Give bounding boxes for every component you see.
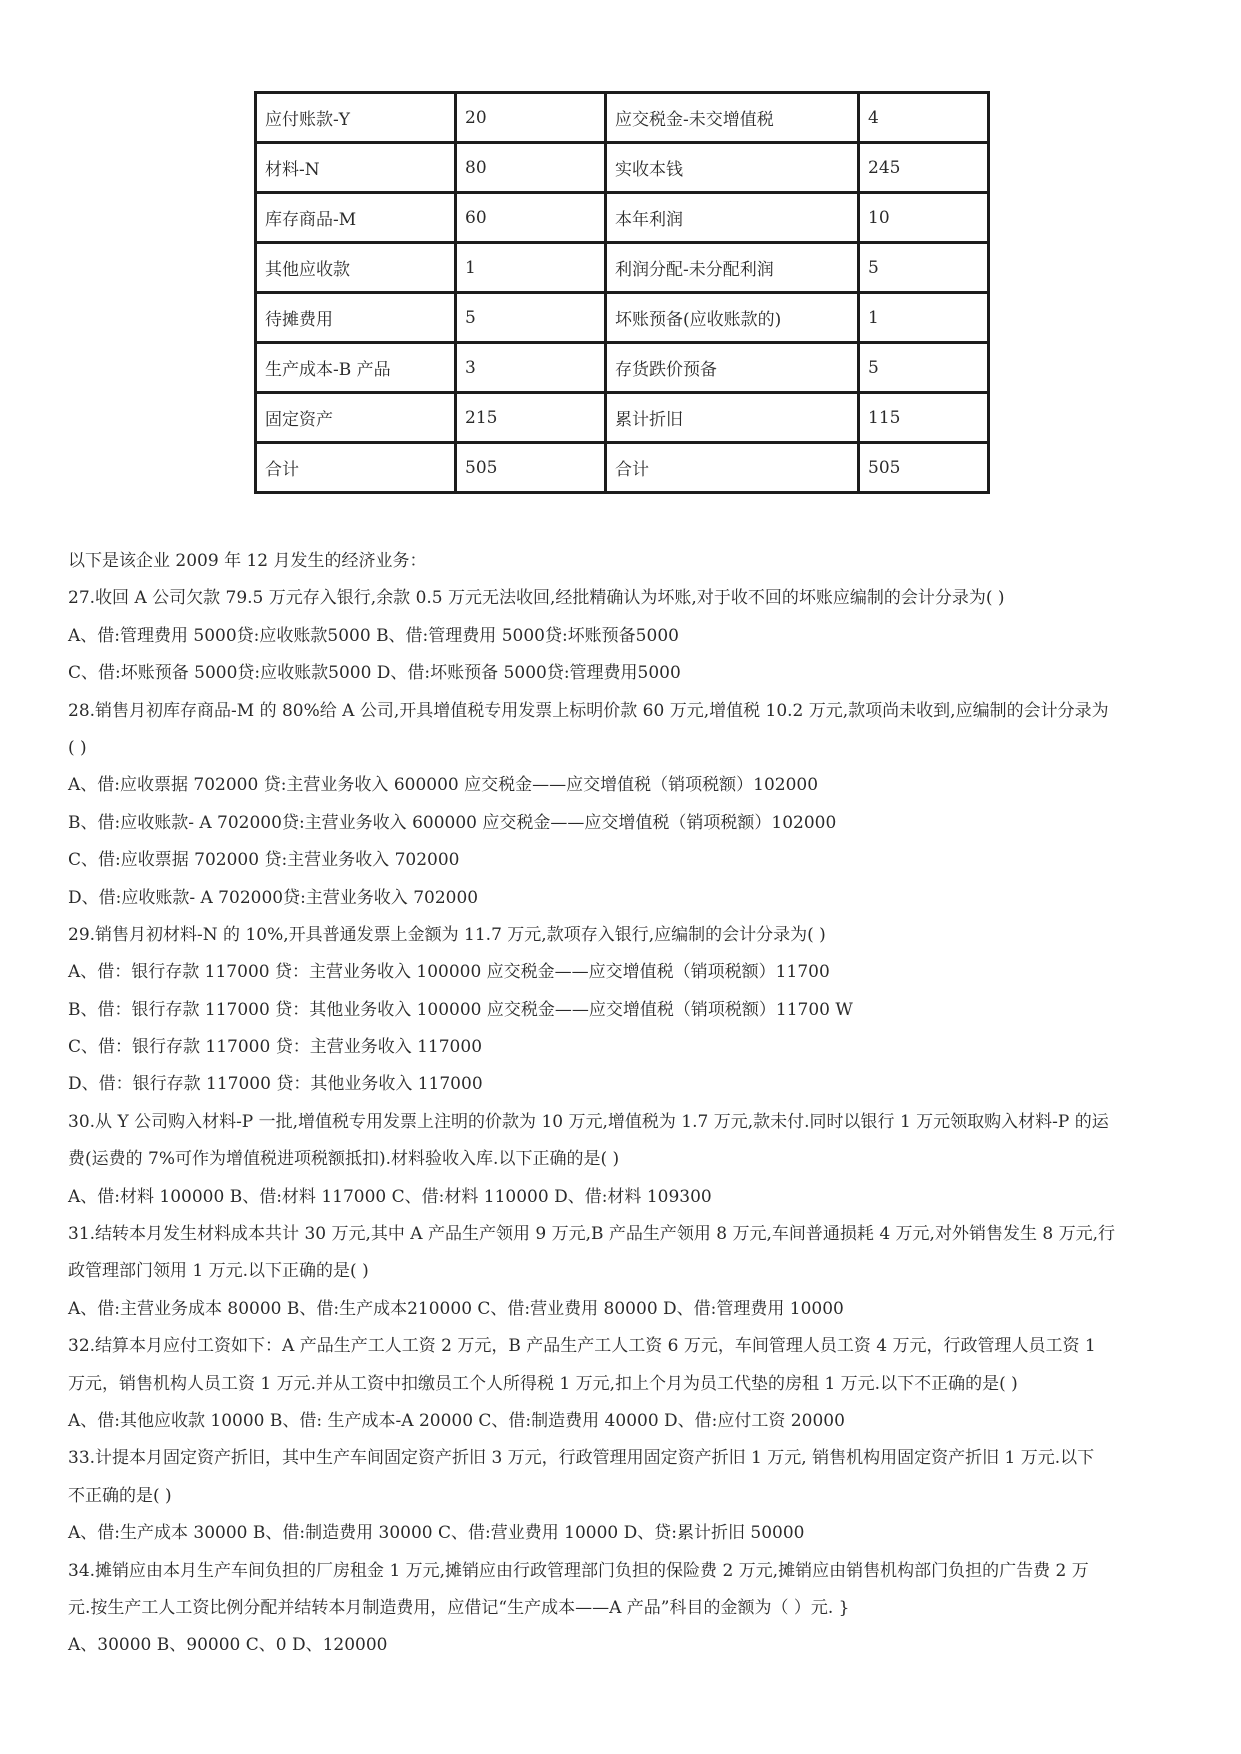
table-row (256, 393, 989, 443)
table-cell: 80 (456, 143, 606, 193)
table-row (256, 93, 989, 143)
text-line: A、30000 B、90000 C、0 D、120000 (68, 1635, 388, 1656)
text-line: 以下是该企业 2009 年 12 月发生的经济业务： (68, 551, 427, 571)
text-line: B、借：银行存款 117000 贷：其他业务收入 100000 应交税金——应交增值税（销项税额）11700 W (68, 999, 853, 1020)
table-cell: 累计折旧 (606, 393, 859, 443)
table-cell: 应付账款-Y (256, 93, 456, 143)
table-cell: 实收本钱 (606, 143, 859, 193)
table-cell: 坏账预备(应收账款的) (606, 293, 859, 343)
table-row (256, 293, 989, 343)
table-cell: 利润分配-未分配利润 (606, 243, 859, 293)
table-cell: 505 (859, 443, 989, 493)
table-cell: 存货跌价预备 (606, 343, 859, 393)
table-cell: 其他应收款 (256, 243, 456, 293)
table-cell: 合计 (256, 443, 456, 493)
text-line: A、借:主营业务成本 80000 B、借:生产成本210000 C、借:营业费用 80000 D、借:管理费用 10000 (68, 1298, 844, 1319)
table-cell: 1 (456, 243, 606, 293)
table-cell: 应交税金-未交增值税 (606, 93, 859, 143)
question-text-block (68, 543, 1178, 1665)
text-line: 万元，销售机构人员工资 1 万元.并从工资中扣缴员工个人所得税 1 万元,扣上个月为员工代垫的房租 1 万元.以下不正确的是( ) (68, 1373, 1018, 1394)
table-cell: 4 (859, 93, 989, 143)
text-line: 33.计提本月固定资产折旧，其中生产车间固定资产折旧 3 万元，行政管理用固定资产折旧 1 万元, 销售机构用固定资产折旧 1 万元.以下 (68, 1448, 1095, 1469)
text-line: A、借:管理费用 5000贷:应收账款5000 B、借:管理费用 5000贷:坏账预备5000 (68, 625, 679, 646)
text-line: C、借:应收票据 702000 贷:主营业务收入 702000 (68, 850, 460, 871)
table-row (256, 343, 989, 393)
table-row (256, 443, 989, 493)
text-line: B、借:应收账款- A 702000贷:主营业务收入 600000 应交税金——应交增值税（销项税额）102000 (68, 812, 837, 833)
text-line: 27.收回 A 公司欠款 79.5 万元存入银行,余款 0.5 万元无法收回,经批精确认为坏账,对于收不回的坏账应编制的会计分录为( ) (68, 588, 1005, 609)
table-row (256, 143, 989, 193)
text-line: 政管理部门领用 1 万元.以下正确的是( ) (68, 1261, 369, 1282)
table-cell: 5 (859, 243, 989, 293)
text-line: D、借:应收账款- A 702000贷:主营业务收入 702000 (68, 887, 479, 908)
text-line: D、借：银行存款 117000 贷：其他业务收入 117000 (68, 1074, 483, 1095)
table-cell: 待摊费用 (256, 293, 456, 343)
text-line: 元.按生产工人工资比例分配并结转本月制造费用，应借记“生产成本——A 产品”科目的金额为（ ）元. } (68, 1597, 850, 1618)
table-cell: 库存商品-M (256, 193, 456, 243)
table-row (256, 243, 989, 293)
table-cell: 245 (859, 143, 989, 193)
table-row (256, 193, 989, 243)
table-cell: 20 (456, 93, 606, 143)
text-line: 34.摊销应由本月生产车间负担的厂房租金 1 万元,摊销应由行政管理部门负担的保险费 2 万元,摊销应由销售机构部门负担的广告费 2 万 (68, 1560, 1089, 1581)
text-line: ( ) (68, 737, 87, 758)
text-line: C、借：银行存款 117000 贷：主营业务收入 117000 (68, 1037, 483, 1058)
text-line: 28.销售月初库存商品-M 的 80%给 A 公司,开具增值税专用发票上标明价款 60 万元,增值税 10.2 万元,款项尚未收到,应编制的会计分录为 (68, 700, 1109, 721)
balance-sheet-table (254, 91, 990, 494)
text-line: C、借:坏账预备 5000贷:应收账款5000 D、借:坏账预备 5000贷:管理费用5000 (68, 663, 681, 684)
text-line: 29.销售月初材料-N 的 10%,开具普通发票上金额为 11.7 万元,款项存入银行,应编制的会计分录为( ) (68, 924, 826, 945)
table-cell: 5 (859, 343, 989, 393)
table-cell: 固定资产 (256, 393, 456, 443)
text-line: 不正确的是( ) (68, 1485, 172, 1506)
text-line: 费(运费的 7%可作为增值税进项税额抵扣).材料验收入库.以下正确的是( ) (68, 1149, 620, 1170)
table-cell: 60 (456, 193, 606, 243)
table-cell: 合计 (606, 443, 859, 493)
text-line: A、借:生产成本 30000 B、借:制造费用 30000 C、借:营业费用 10000 D、贷:累计折旧 50000 (68, 1523, 805, 1544)
text-line: 31.结转本月发生材料成本共计 30 万元,其中 A 产品生产领用 9 万元,B 产品生产领用 8 万元,车间普通损耗 4 万元,对外销售发生 8 万元,行 (68, 1224, 1115, 1245)
table-cell: 5 (456, 293, 606, 343)
table-cell: 215 (456, 393, 606, 443)
table-cell: 材料-N (256, 143, 456, 193)
text-line: 30.从 Y 公司购入材料-P 一批,增值税专用发票上注明的价款为 10 万元,增值税为 1.7 万元,款未付.同时以银行 1 万元领取购入材料-P 的运 (68, 1111, 1109, 1132)
text-line: A、借：银行存款 117000 贷：主营业务收入 100000 应交税金——应交增值税（销项税额）11700 (68, 962, 830, 983)
table-cell: 本年利润 (606, 193, 859, 243)
table-cell: 115 (859, 393, 989, 443)
table-cell: 505 (456, 443, 606, 493)
table-cell: 生产成本-B 产品 (256, 343, 456, 393)
table-cell: 10 (859, 193, 989, 243)
text-line: A、借:材料 100000 B、借:材料 117000 C、借:材料 110000 D、借:材料 109300 (68, 1186, 712, 1207)
text-line: A、借:应收票据 702000 贷:主营业务收入 600000 应交税金——应交增值税（销项税额）102000 (68, 775, 819, 796)
text-line: 32.结算本月应付工资如下：A 产品生产工人工资 2 万元，B 产品生产工人工资 6 万元，车间管理人员工资 4 万元，行政管理人员工资 1 (68, 1336, 1096, 1357)
table-cell: 1 (859, 293, 989, 343)
text-line: A、借:其他应收款 10000 B、借: 生产成本-A 20000 C、借:制造费用 40000 D、借:应付工资 20000 (68, 1410, 845, 1431)
table-cell: 3 (456, 343, 606, 393)
